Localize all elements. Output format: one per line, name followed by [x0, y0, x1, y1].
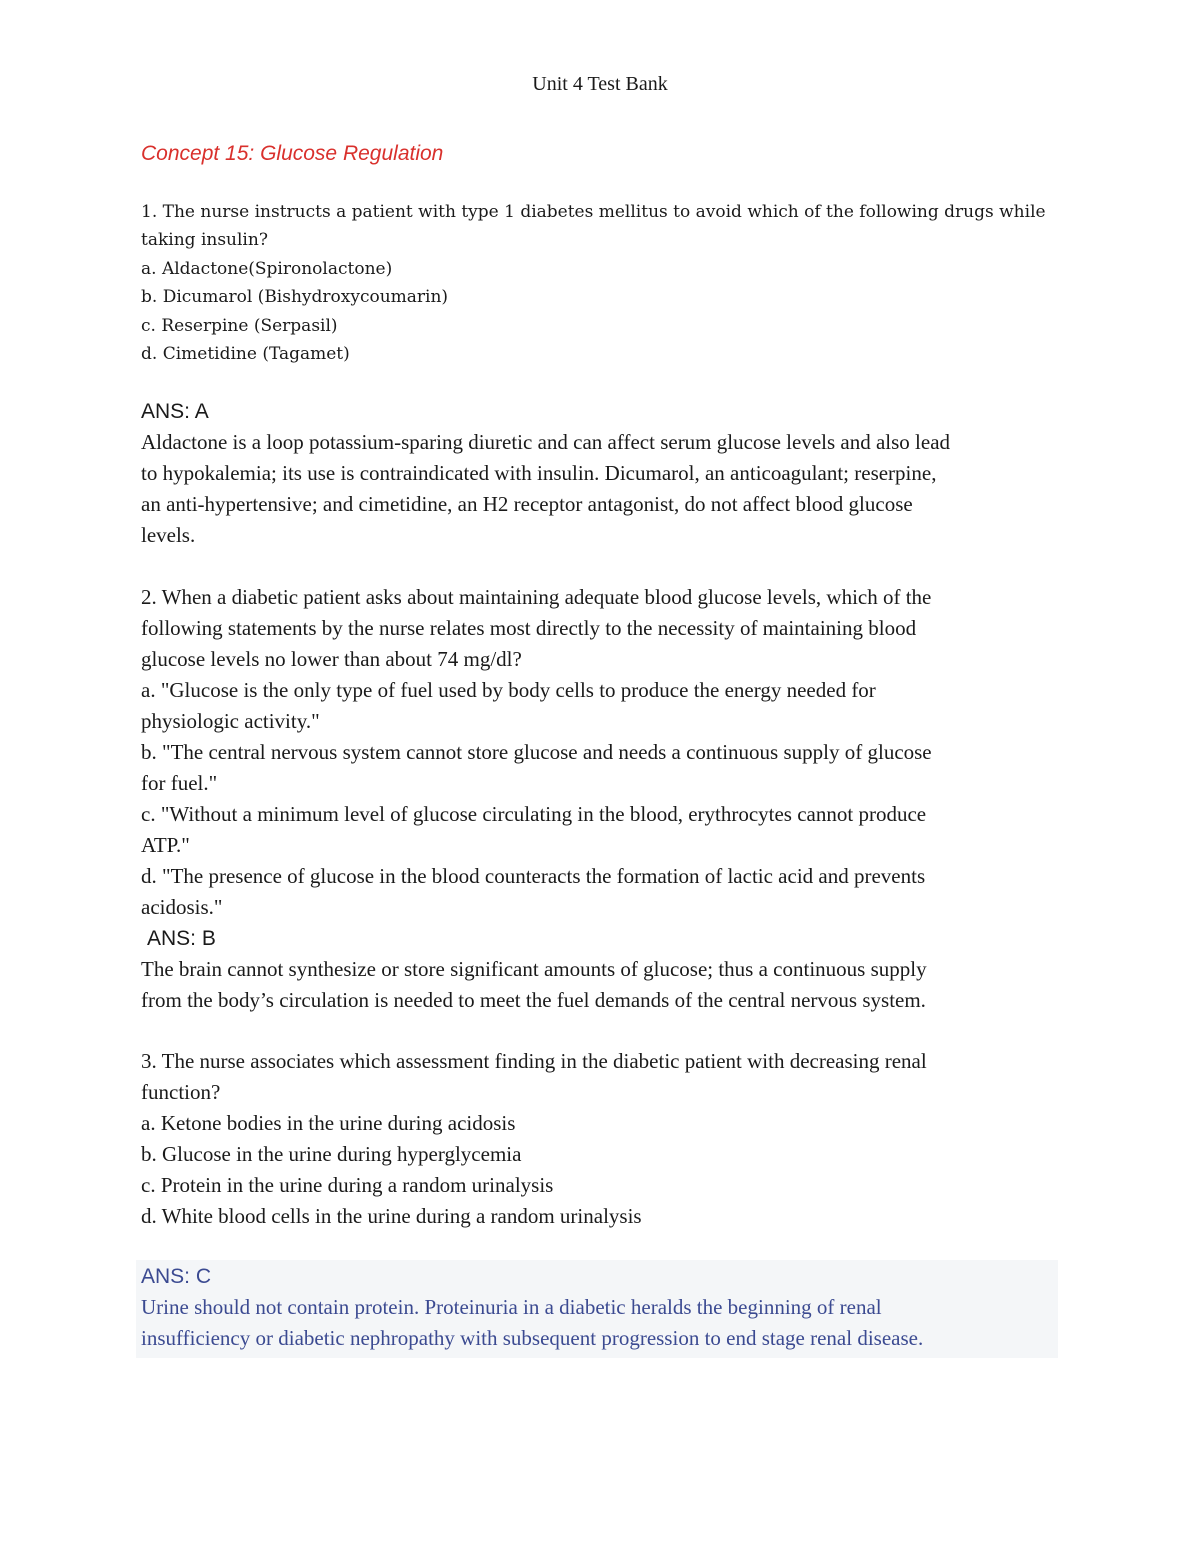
question-2-text-line-3: glucose levels no lower than about 74 mg/dl?	[141, 647, 522, 671]
question-3-rationale-line-2: insufficiency or diabetic nephropathy with subsequent progression to end stage renal disease.	[141, 1326, 924, 1350]
question-3-option-b: b. Glucose in the urine during hyperglycemia	[141, 1142, 522, 1166]
question-2-option-c-line-2: ATP."	[141, 833, 190, 857]
question-1-answer-label: ANS: A	[141, 400, 209, 423]
question-2-text-line-2: following statements by the nurse relates most directly to the necessity of maintaining blood	[141, 616, 917, 640]
question-2-option-b-line-1: b. "The central nervous system cannot store glucose and needs a continuous supply of glucose	[141, 740, 932, 764]
question-1-rationale-line-1: Aldactone is a loop potassium-sparing diuretic and can affect serum glucose levels and also lead	[141, 430, 951, 454]
question-1-answer	[141, 396, 1071, 551]
question-2-option-a-line-1: a. "Glucose is the only type of fuel used by body cells to produce the energy needed for	[141, 678, 876, 702]
question-2-option-d-line-1: d. "The presence of glucose in the blood counteracts the formation of lactic acid and prevents	[141, 864, 926, 888]
question-2	[141, 582, 1071, 1016]
question-1-rationale-line-3: an anti-hypertensive; and cimetidine, an H2 receptor antagonist, do not affect blood glucose	[141, 492, 913, 516]
question-1-rationale-line-2: to hypokalemia; its use is contraindicated with insulin. Dicumarol, an anticoagulant; reserpine,	[141, 461, 937, 485]
question-1-text-line-1: 1. The nurse instructs a patient with type 1 diabetes mellitus to avoid which of the following drugs while	[141, 202, 1046, 222]
question-2-rationale-line-2: from the body’s circulation is needed to meet the fuel demands of the central nervous system.	[141, 988, 926, 1012]
question-1-option-d: d. Cimetidine (Tagamet)	[141, 344, 350, 365]
section-title: Concept 15: Glucose Regulation	[141, 142, 444, 165]
question-3	[141, 1046, 1071, 1232]
question-1-rationale-line-4: levels.	[141, 523, 196, 547]
question-3-option-d: d. White blood cells in the urine during a random urinalysis	[141, 1204, 642, 1228]
question-1-option-b: b. Dicumarol (Bishydroxycoumarin)	[141, 287, 449, 308]
question-3-text-line-2: function?	[141, 1080, 221, 1104]
question-2-option-c-line-1: c. "Without a minimum level of glucose circulating in the blood, erythrocytes cannot produce	[141, 802, 927, 826]
question-2-answer-label: ANS: B	[147, 927, 216, 950]
question-3-rationale-line-1: Urine should not contain protein. Proteinuria in a diabetic heralds the beginning of renal	[141, 1295, 882, 1319]
question-2-option-a-line-2: physiologic activity."	[141, 709, 320, 733]
question-3-text-line-1: 3. The nurse associates which assessment finding in the diabetic patient with decreasing renal	[141, 1049, 927, 1073]
question-2-text-line-1: 2. When a diabetic patient asks about maintaining adequate blood glucose levels, which of the	[141, 585, 932, 609]
question-1-text-line-2: taking insulin?	[141, 230, 268, 251]
page-header: Unit 4 Test Bank	[532, 73, 668, 95]
question-3-option-c: c. Protein in the urine during a random urinalysis	[141, 1173, 554, 1197]
question-3-answer-label: ANS: C	[141, 1265, 212, 1288]
question-2-option-b-line-2: for fuel."	[141, 771, 218, 795]
question-3-option-a: a. Ketone bodies in the urine during acidosis	[141, 1111, 516, 1135]
question-1	[141, 198, 1071, 368]
question-2-option-d-line-2: acidosis."	[141, 895, 223, 919]
question-3-answer	[141, 1261, 1056, 1354]
question-1-option-c: c. Reserpine (Serpasil)	[141, 315, 338, 336]
question-1-option-a: a. Aldactone(Spironolactone)	[141, 258, 393, 279]
question-2-rationale-line-1: The brain cannot synthesize or store significant amounts of glucose; thus a continuous supply	[141, 957, 927, 981]
